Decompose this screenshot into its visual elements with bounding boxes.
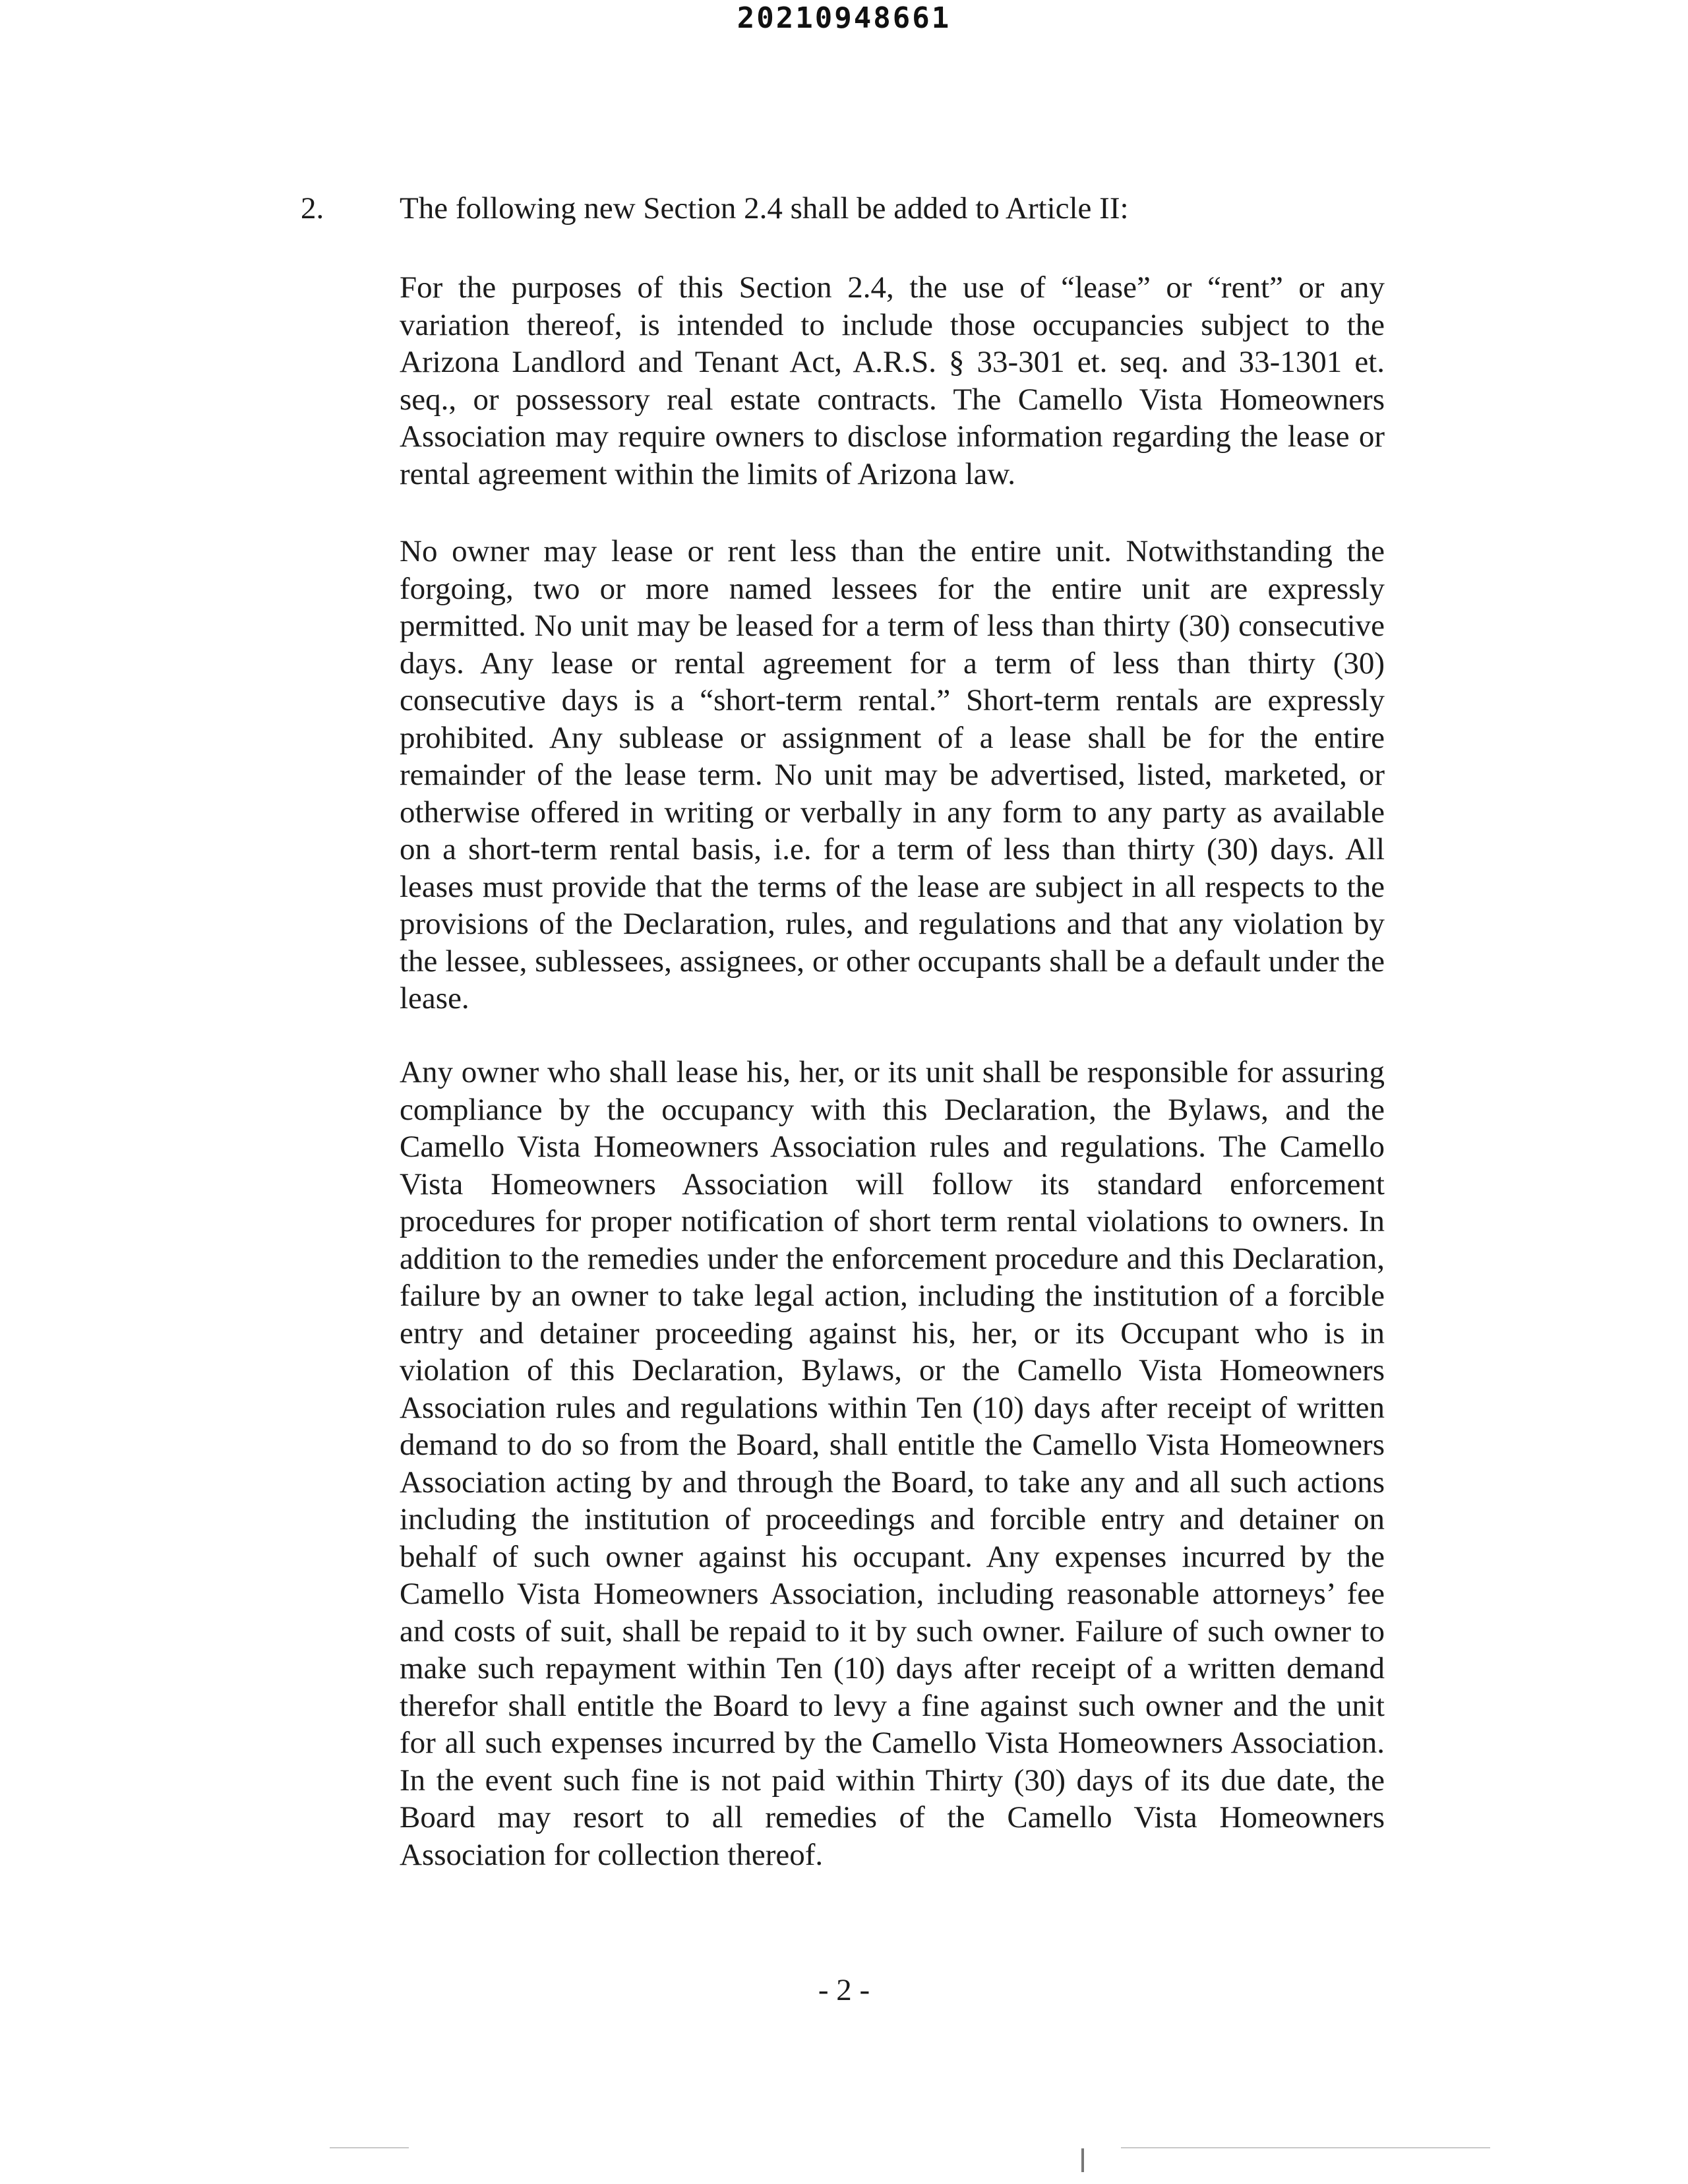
- scan-artifact-line: [1121, 2147, 1490, 2148]
- scan-artifact-tick: [1081, 2148, 1084, 2172]
- paragraph-definitions: For the purposes of this Section 2.4, the use of “lease” or “rent” or any variation thereof, is intended to include those occupancies subject to the Arizona Landlord and Tenant Act, A.R.S. § 33-301 et. seq. and 33-1301 et. seq., or possessory real estate contracts. The Camello Vista Homeowners Association may require owners to disclose information regarding the lease or rental agreement within the limits of Arizona law.: [400, 270, 1385, 491]
- page-number: - 2 -: [818, 1973, 870, 2007]
- section-number: 2.: [301, 191, 324, 226]
- scan-artifact-line: [330, 2147, 409, 2148]
- paragraph-owner-responsibility: Any owner who shall lease his, her, or its unit shall be responsible for assuring compliance by the occupancy with this Declaration, the Bylaws, and the Camello Vista Homeowners Association rules and regulations. The Camello Vista Homeowners Association will follow its standard enforcement procedures for proper notification of short term rental violations to owners. In addition to the remedies under the enforcement procedure and this Declaration, failure by an owner to take legal action, including the institution of a forcible entry and detainer proceeding against his, her, or its Occupant who is in violation of this Declaration, Bylaws, or the Camello Vista Homeowners Association rules and regulations within Ten (10) days after receipt of written demand to do so from the Board, shall entitle the Camello Vista Homeowners Association acting by and through the Board, to take any and all such actions including the institution of proceedings and forcible entry and detainer on behalf of such owner against his occupant. Any expenses incurred by the Camello Vista Homeowners Association, including reasonable attorneys’ fee and costs of suit, shall be repaid to it by such owner. Failure of such owner to make such repayment within Ten (10) days after receipt of a written demand therefor shall entitle the Board to levy a fine against such owner and the unit for all such expenses incurred by the Camello Vista Homeowners Association. In the event such fine is not paid within Thirty (30) days of its due date, the Board may resort to all remedies of the Camello Vista Homeowners Association for collection thereof.: [400, 1055, 1385, 1872]
- document-number: 20210948661: [737, 1, 951, 35]
- paragraph-lease-restrictions: No owner may lease or rent less than the entire unit. Notwithstanding the forgoing, two or more named lessees for the entire unit are expressly permitted. No unit may be leased for a term of less than thirty (30) consecutive days. Any lease or rental agreement for a term of less than thirty (30) consecutive days is a “short-term rental.” Short-term rentals are expressly prohibited. Any sublease or assignment of a lease shall be for the entire remainder of the lease term. No unit may be advertised, listed, marketed, or otherwise offered in writing or verbally in any form to any party as available on a short-term rental basis, i.e. for a term of less than thirty (30) days. All leases must provide that the terms of the lease are subject in all respects to the provisions of the Declaration, rules, and regulations and that any violation by the lessee, sublessees, assignees, or other occupants shall be a default under the lease.: [400, 534, 1385, 1016]
- section-heading: The following new Section 2.4 shall be added to Article II:: [400, 191, 1129, 226]
